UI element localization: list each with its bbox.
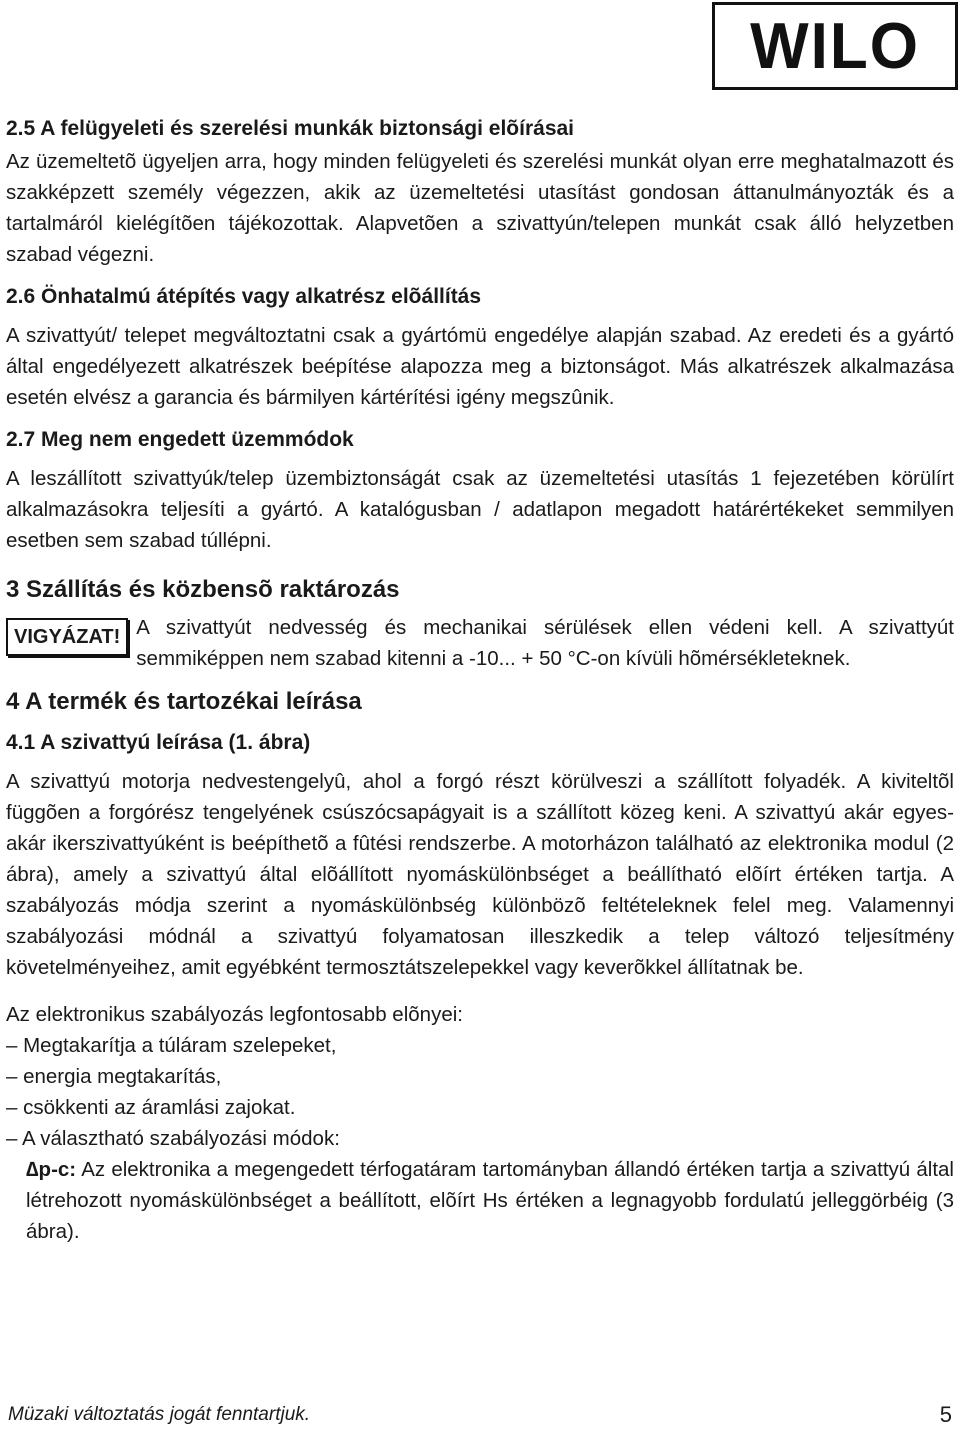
warning-block [6,612,954,674]
heading-4-1: 4.1 A szivattyú leírása (1. ábra) [6,731,311,754]
page-footer [8,1402,952,1428]
warning-label: VIGYÁZAT! [6,618,128,656]
heading-2-7: 2.7 Meg nem engedett üzemmódok [6,428,354,451]
wilo-logo [712,2,958,90]
logo-text: WILO [750,9,920,83]
paragraph-2-6: A szivattyút/ telepet megváltoztatni csak a gyártómü engedélye alapján szabad. Az eredeti és a gyártó által engedélyezett alkatrészek beépítése alapozza meg a biztonságot. Más alkatrészek alkalmazása esetén elvész a garancia és bármilyen kártérítési igény megszûnik. [6,324,954,409]
heading-2-5: 2.5 A felügyeleti és szerelési munkák biztonsági elõírásai [6,117,575,140]
heading-3: 3 Szállítás és közbensõ raktározás [6,576,400,603]
heading-4: 4 A termék és tartozékai leírása [6,688,362,715]
paragraph-2-7: A leszállított szivattyúk/telep üzembiztonságát csak az üzemeltetési utasítás 1 fejezetében körülírt alkalmazásokra teljesíti a gyártó. A katalógusban / adatlapon megadott határértékeket semmilyen esetben sem szabad túllépni. [6,467,954,552]
list-intro: Az elektronikus szabályozás legfontosabb elõnyei: [6,1003,463,1026]
mode-description [6,1154,954,1247]
footer-note: Müzaki változtatás jogát fenntartjuk. [8,1404,311,1425]
warning-text: A szivattyút nedvesség és mechanikai sérülések ellen védeni kell. A szivattyút semmiképpen nem szabad kitenni a -10... + 50 °C-on kívüli hõmérsékleteknek. [136,616,954,670]
advantages-list [6,1030,954,1154]
list-item: – Megtakarítja a túláram szelepeket, [6,1034,337,1057]
mode-label: ∆p-c: [26,1158,77,1181]
list-item: – A választható szabályozási módok: [6,1127,340,1150]
page-content [6,112,954,1247]
page-number: 5 [939,1402,952,1427]
mode-text: Az elektronika a megengedett térfogatáram tartományban állandó értéken tartja a szivattyú által létrehozott nyomáskülönbséget a beállított, elõírt Hs értéken a legnagyobb fordulatú jelleggörbéig (3 ábra). [26,1158,954,1243]
heading-2-6: 2.6 Önhatalmú átépítés vagy alkatrész elõállítás [6,285,482,308]
list-item: – energia megtakarítás, [6,1065,222,1088]
list-item: – csökkenti az áramlási zajokat. [6,1096,296,1119]
paragraph-2-5: Az üzemeltetõ ügyeljen arra, hogy minden felügyeleti és szerelési munkát olyan erre meghatalmazott és szakképzett személy végezzen, akik az üzemeltetési utasítást gondosan áttanulmányozták és a tartalmáról kielégítõen tájékozottak. Alapvetõen a szivattyún/telepen munkát csak álló helyzetben szabad végezni. [6,150,954,266]
paragraph-4-1: A szivattyú motorja nedvestengelyû, ahol a forgó részt körülveszi a szállított folyadék. A kiviteltõl függõen a forgórész tengelyének csúszócsapágyait is a szállított közeg keni. A szivattyú akár egyes- akár ikerszivattyúként is beépíthetõ a fûtési rendszerbe. A motorházon található az elektronika modul (2 ábra), amely a szivattyú által elõállított nyomáskülönbséget a beállítható elõírt értéken tartja. A szabályozás módja szerint a nyomáskülönbség különbözõ feltételeknek felel meg. Valamennyi szabályozási módnál a szivattyú folyamatosan illeszkedik a telep változó teljesítmény követelményeihez, amit egyébként termosztátszelepekkel vagy keverõkkel állítatnak be. [6,770,954,979]
